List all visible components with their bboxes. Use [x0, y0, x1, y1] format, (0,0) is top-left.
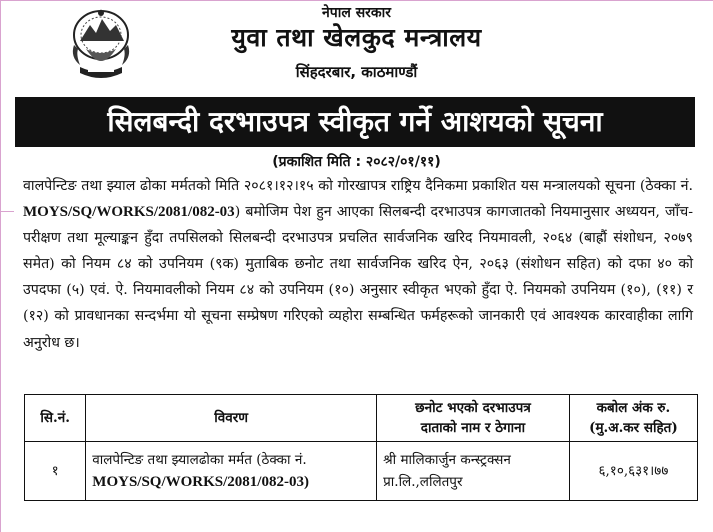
- government-name: नेपाल सरकार: [321, 5, 391, 21]
- row-amount: ६,१०,६३१।७७: [569, 442, 697, 501]
- row-bidder-name: श्री मालिकार्जुन कन्स्ट्रक्सन: [383, 452, 511, 468]
- header-amount-line1: कबोल अंक रु.: [596, 400, 671, 416]
- header-bidder-line2: दाताको नाम र ठेगाना: [420, 420, 526, 436]
- header-bidder: [377, 395, 570, 442]
- ministry-name: युवा तथा खेलकुद मन्त्रालय: [231, 23, 482, 52]
- margin-guide-tick: [0, 211, 14, 212]
- top-guide-line: [0, 0, 713, 1]
- row-description: [86, 442, 377, 501]
- ministry-address: सिंहदरबार, काठमाण्डौं: [295, 63, 418, 81]
- bid-table: [24, 394, 698, 501]
- table-header-row: [25, 395, 698, 442]
- header-amount-line2: (मु.अ.कर सहित): [589, 420, 678, 436]
- header-amount: [569, 395, 697, 442]
- table-row: [25, 442, 698, 501]
- row-description-text: वालपेन्टिङ तथा झ्यालढोका मर्मत (ठेक्का नं.: [92, 452, 307, 468]
- header-bidder-line1: छनोट भएको दरभाउपत्र: [415, 400, 531, 416]
- row-serial-number: १: [25, 442, 86, 501]
- row-contract-reference: MOYS/SQ/WORKS/2081/082-03): [92, 474, 309, 490]
- notice-title-banner: सिलबन्दी दरभाउपत्र स्वीकृत गर्ने आशयको सूचना: [15, 97, 695, 147]
- header-serial-number: सि.नं.: [25, 395, 86, 442]
- publication-date: (प्रकाशित मिति : २०८२/०१/११): [272, 154, 441, 170]
- row-bidder-address: प्रा.लि.,ललितपुर: [383, 474, 463, 490]
- notice-text-part2: ) बमोजिम पेश हुन आएका सिलबन्दी दरभाउपत्र कागजातको नियमानुसार अध्ययन, जाँच-परीक्षण तथा मूल्याङ्कन हुँदा तपसिलको सिलबन्दी दरभाउपत्र प्रचलित सार्वजनिक खरिद नियमावली, २०६४ (बाह्रौं संशोधन, २०७९ समेत) को नियम ८४ को उपनियम (९क) मुताबिक छनोट तथा सार्वजनिक खरिद ऐन, २०६३ (संशोधन सहित) को दफा ४० को उपदफा (५) एवं. ऐ. नियमावलीको नियम ८४ को उपनियम (१०) अनुसार स्वीकृत भएको हुँदा ऐ. नियमको उपनियम (१०), (११) र (१२) को प्रावधानका सन्दर्भमा यो सूचना सम्प्रेषण गरिएको व्यहोरा सम्बन्धित फर्महरूको जानकारी एवं आवश्यक कारवाहीका लागि अनुरोध छ।: [23, 204, 693, 351]
- notice-body: [23, 173, 693, 356]
- contract-reference: MOYS/SQ/WORKS/2081/082-03: [23, 204, 235, 221]
- row-bidder: [377, 442, 570, 501]
- header-description: विवरण: [86, 395, 377, 442]
- notice-text-part1: वालपेन्टिङ तथा झ्याल ढोका मर्मतको मिति २०८१।१२।१५ को गोरखापत्र राष्ट्रिय दैनिकमा प्रकाशित यस मन्त्रालयको सूचना (ठेक्का नं.: [23, 178, 693, 194]
